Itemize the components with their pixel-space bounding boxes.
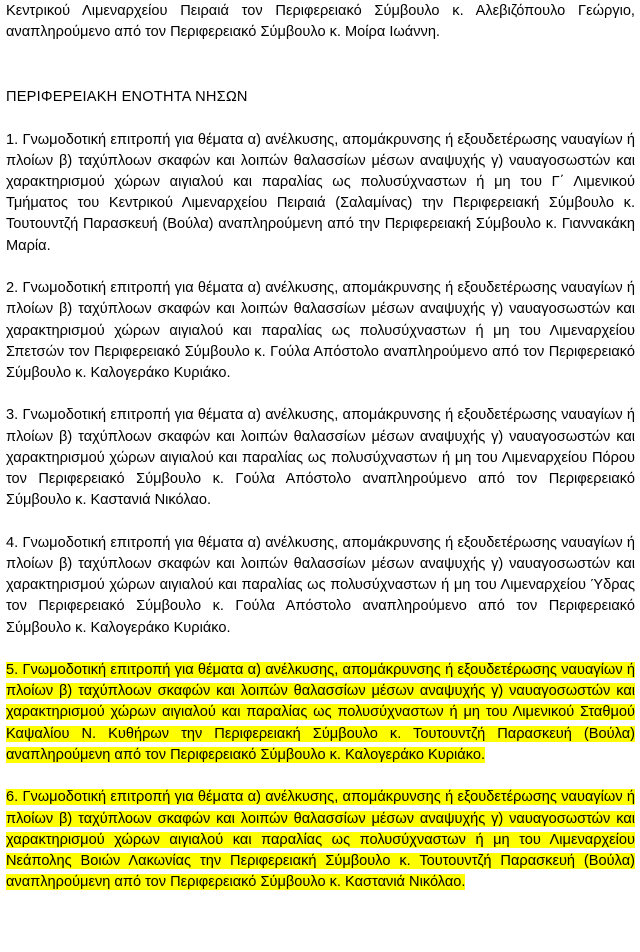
item-list [6,130,635,894]
list-item [6,405,635,511]
item-number: 2. [6,280,19,297]
item-text: Γνωμοδοτική επιτροπή για θέματα α) ανέλκυσης, απομάκρυνσης ή εξουδετέρωσης ναυαγίων ή πλοίων β) ταχύπλοων σκαφών και λοιπών θαλασσίων μέσων αναψυχής γ) ναυαγοσωστών και χαρακτηρισμού χώρων αιγιαλού και παραλίας ως πολυσύχναστων ή μη του Γ΄ Λιμενικού Τμήματος του Κεντρικού Λιμεναρχείου Πειραιά (Σαλαμίνας) την Περιφερειακή Σύμβουλο κ. Τουτουντζή Παρασκευή (Βούλα) αναπληρούμενη από την Περιφερειακή Σύμβουλο κ. Γιαννακάκη Μαρία. [6,131,635,254]
item-text: Γνωμοδοτική επιτροπή για θέματα α) ανέλκυσης, απομάκρυνσης ή εξουδετέρωσης ναυαγίων ή πλοίων β) ταχύπλοων σκαφών και λοιπών θαλασσίων μέσων αναψυχής γ) ναυαγοσωστών και χαρακτηρισμού χώρων αιγιαλού και παραλίας ως πολυσύχναστων ή μη του Λιμεναρχείου Ύδρας τον Περιφερειακό Σύμβουλο κ. Γούλα Απόστολο αναπληρούμενο από τον Περιφερειακό Σύμβουλο κ. Καλογεράκο Κυριάκο. [6,534,635,636]
intro-paragraph: Κεντρικού Λιμεναρχείου Πειραιά τον Περιφερειακό Σύμβουλο κ. Αλεβιζόπουλο Γεώργιο, αναπληρούμενο από τον Περιφερειακό Σύμβουλο κ. Μοίρα Ιωάννη. [6,3,635,41]
item-text: Γνωμοδοτική επιτροπή για θέματα α) ανέλκυσης, απομάκρυνσης ή εξουδετέρωσης ναυαγίων ή πλοίων β) ταχύπλοων σκαφών και λοιπών θαλασσίων μέσων αναψυχής γ) ναυαγοσωστών και χαρακτηρισμού χώρων αιγιαλού και παραλίας ως πολυσύχναστων ή μη του Λιμεναρχείου Πόρου τον Περιφερειακό Σύμβουλο κ. Γούλα Απόστολο αναπληρούμενο από τον Περιφερειακό Σύμβουλο κ. Καστανιά Νικόλαο. [6,407,635,509]
item-number: 5. [6,662,19,679]
list-item [6,130,635,257]
item-text: Γνωμοδοτική επιτροπή για θέματα α) ανέλκυσης, απομάκρυνσης ή εξουδετέρωσης ναυαγίων ή πλοίων β) ταχύπλοων σκαφών και λοιπών θαλασσίων μέσων αναψυχής γ) ναυαγοσωστών και χαρακτηρισμού χώρων αιγιαλού και παραλίας ως πολυσύχναστων ή μη του Λιμεναρχείου Νεάπολης Βοιών Λακωνίας την Περιφερειακή Σύμβουλο κ. Τουτουντζή Παρασκευή (Βούλα) αναπληρούμενη από τον Περιφερειακό Σύμβουλο κ. Καστανιά Νικόλαο. [6,789,635,891]
list-item-highlighted [6,660,635,766]
item-number: 6. [6,789,19,806]
highlight-mark [6,789,635,890]
highlight-mark [6,662,635,763]
item-text: Γνωμοδοτική επιτροπή για θέματα α) ανέλκυσης, απομάκρυνσης ή εξουδετέρωσης ναυαγίων ή πλοίων β) ταχύπλοων σκαφών και λοιπών θαλασσίων μέσων αναψυχής γ) ναυαγοσωστών και χαρακτηρισμού χώρων αιγιαλού και παραλίας ως πολυσύχναστων ή μη του Λιμενικού Σταθμού Καψαλίου Ν. Κυθήρων την Περιφερειακή Σύμβουλο κ. Τουτουντζή Παρασκευή (Βούλα) αναπληρούμενη από τον Περιφερειακό Σύμβουλο κ. Καλογεράκο Κυριάκο. [6,662,635,763]
item-number: 1. [6,131,19,148]
list-item [6,278,635,384]
list-item [6,533,635,639]
item-text: Γνωμοδοτική επιτροπή για θέματα α) ανέλκυσης, απομάκρυνσης ή εξουδετέρωσης ναυαγίων ή πλοίων β) ταχύπλοων σκαφών και λοιπών θαλασσίων μέσων αναψυχής γ) ναυαγοσωστών και χαρακτηρισμού χώρων αιγιαλού και παραλίας ως πολυσύχναστων ή μη του Λιμεναρχείου Σπετσών τον Περιφερειακό Σύμβουλο κ. Γούλα Απόστολο αναπληρούμενο από τον Περιφερειακό Σύμβουλο κ. Καλογεράκο Κυριάκο. [6,280,635,381]
item-number: 3. [6,407,19,424]
list-item-highlighted [6,787,635,893]
item-number: 4. [6,534,19,551]
document-page [6,0,635,893]
section-heading: ΠΕΡΙΦΕΡΕΙΑΚΗ ΕΝΟΤΗΤΑ ΝΗΣΩΝ [6,89,248,106]
